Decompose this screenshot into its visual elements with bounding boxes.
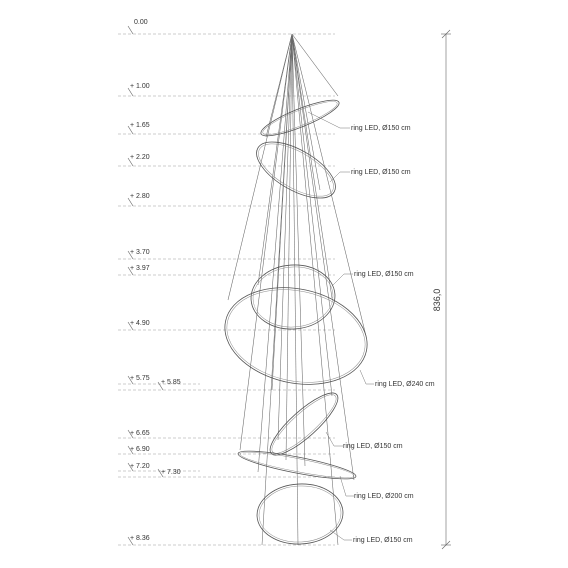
cable — [292, 34, 338, 96]
level-label: + 7.30 — [161, 469, 181, 476]
level-label: + 2.20 — [130, 154, 150, 161]
ring-label: ring LED, Ø200 cm — [354, 493, 414, 500]
level-label: + 5.85 — [161, 379, 181, 386]
cable — [292, 34, 366, 336]
ring-label: ring LED, Ø150 cm — [354, 271, 414, 278]
level-label: + 1.00 — [130, 83, 150, 90]
ring-callout — [360, 370, 435, 388]
cable — [258, 34, 292, 285]
level-label: + 6.65 — [130, 430, 150, 437]
level-label: + 2.80 — [130, 193, 150, 200]
level-label: + 6.90 — [130, 446, 150, 453]
level-label: + 7.20 — [130, 463, 150, 470]
cable — [292, 34, 354, 480]
ring-label: ring LED, Ø150 cm — [343, 443, 403, 450]
level-mark — [118, 154, 335, 166]
level-label: + 8.36 — [130, 535, 150, 542]
ring-label: ring LED, Ø240 cm — [375, 381, 435, 388]
level-label: + 3.70 — [130, 249, 150, 256]
level-mark — [118, 463, 200, 471]
level-mark — [118, 446, 335, 454]
led-ring — [258, 94, 343, 142]
led-ring — [255, 482, 344, 546]
level-label: + 5.75 — [130, 375, 150, 382]
level-mark — [118, 375, 200, 384]
level-mark — [118, 320, 335, 330]
ring-callout — [330, 530, 413, 544]
level-mark — [118, 535, 335, 545]
cable — [292, 34, 332, 396]
level-mark — [118, 19, 335, 34]
level-label: 0.00 — [134, 19, 148, 26]
level-label: + 3.97 — [130, 265, 150, 272]
ring-callout — [326, 432, 403, 450]
level-mark — [118, 265, 335, 275]
ring-callout — [340, 476, 414, 500]
total-height-dimension — [432, 30, 451, 549]
level-mark — [118, 430, 335, 438]
ring-label: ring LED, Ø150 cm — [351, 169, 411, 176]
cable — [292, 34, 305, 466]
ring-callout — [330, 169, 411, 182]
level-mark — [118, 469, 335, 477]
suspension-cables — [228, 34, 366, 545]
level-mark — [118, 249, 335, 259]
level-label: + 4.90 — [130, 320, 150, 327]
cable — [272, 34, 292, 390]
ring-callout — [332, 271, 414, 286]
level-mark — [118, 83, 335, 96]
cable — [240, 34, 292, 450]
level-markers — [118, 19, 335, 545]
level-label: + 1.65 — [130, 122, 150, 129]
total-height-label: 836,0 — [432, 288, 442, 312]
cable — [228, 34, 292, 300]
ring-label: ring LED, Ø150 cm — [353, 537, 413, 544]
ring-label: ring LED, Ø150 cm — [351, 125, 411, 132]
